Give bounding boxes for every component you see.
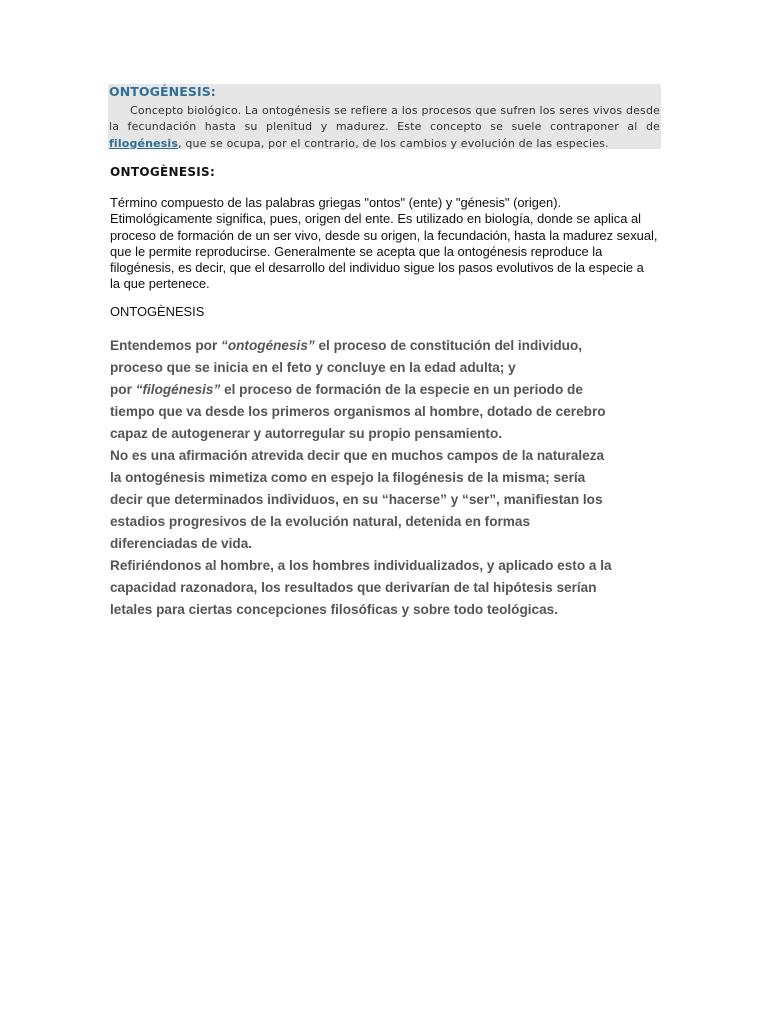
line-text: Entendemos por: [110, 338, 222, 353]
paragraph-line: diferenciadas de vida.: [110, 536, 253, 551]
section2-paragraph: [110, 195, 658, 293]
paragraph-line: letales para ciertas concepciones filosóficas y sobre todo teológicas.: [110, 602, 558, 617]
line-text: por: [110, 382, 136, 397]
section3-heading: ONTOGÈNESIS: [110, 304, 205, 319]
paragraph-line: filogénesis, es decir, que el desarrollo del individuo sigue los pasos evolutivos de la especie a: [110, 260, 644, 276]
filogenesis-term: “filogénesis”: [135, 382, 221, 397]
paragraph-line: [110, 335, 670, 357]
paragraph-line: la ontogénesis mimetiza como en espejo la filogénesis de la misma; sería: [110, 470, 586, 485]
paragraph-line: estadios progresivos de la evolución natural, detenida en formas: [110, 514, 531, 529]
definition-title: ONTOGÉNESIS:: [109, 84, 216, 99]
paragraph-line: Etimológicamente significa, pues, origen del ente. Es utilizado en biología, donde se aplica al: [110, 211, 641, 227]
ontogenesis-term: “ontogénesis”: [221, 338, 315, 353]
line-text: el proceso de constitución del individuo,: [314, 338, 583, 353]
paragraph-line: Término compuesto de las palabras griegas "ontos" (ente) y "génesis" (origen).: [110, 195, 562, 210]
paragraph-line: que le permite reproducirse. Generalmente se acepta que la ontogénesis reproduce la: [110, 243, 603, 259]
paragraph-line: capacidad razonadora, los resultados que derivarían de tal hipótesis serían: [110, 580, 597, 595]
definition-text-part1: Concepto biológico. La ontogénesis se refiere a los procesos que sufren los seres vivos desde la fecundación hasta su plenitud y madurez. Este concepto se suele contraponer al de: [109, 104, 660, 134]
paragraph-line: proceso de formación de un ser vivo, desde su origen, la fecundación, hasta la madurez sexual,: [110, 227, 658, 243]
paragraph-line: decir que determinados individuos, en su “hacerse” y “ser”, manifiestan los: [110, 492, 603, 507]
paragraph-line: [110, 379, 670, 401]
section3-paragraph: [110, 335, 670, 621]
paragraph-line: la que pertenece.: [110, 276, 210, 292]
line-text: el proceso de formación de la especie en un periodo de: [220, 382, 583, 397]
paragraph-line: capaz de autogenerar y autorregular su propio pensamiento.: [110, 426, 503, 441]
definition-text-part2: , que se ocupa, por el contrario, de los cambios y evolución de las especies.: [178, 136, 609, 150]
paragraph-line: proceso que se inicia en el feto y concluye en la edad adulta; y: [110, 360, 516, 375]
paragraph-line: No es una afirmación atrevida decir que en muchos campos de la naturaleza: [110, 448, 605, 463]
definition-box: [108, 84, 661, 149]
section2-heading: ONTOGÈNESIS:: [110, 165, 216, 179]
definition-text: [109, 103, 660, 152]
filogenesis-link[interactable]: filogénesis: [109, 136, 179, 150]
paragraph-line: tiempo que va desde los primeros organismos al hombre, dotado de cerebro: [110, 404, 606, 419]
paragraph-line: Refiriéndonos al hombre, a los hombres individualizados, y aplicado esto a la: [110, 558, 612, 573]
